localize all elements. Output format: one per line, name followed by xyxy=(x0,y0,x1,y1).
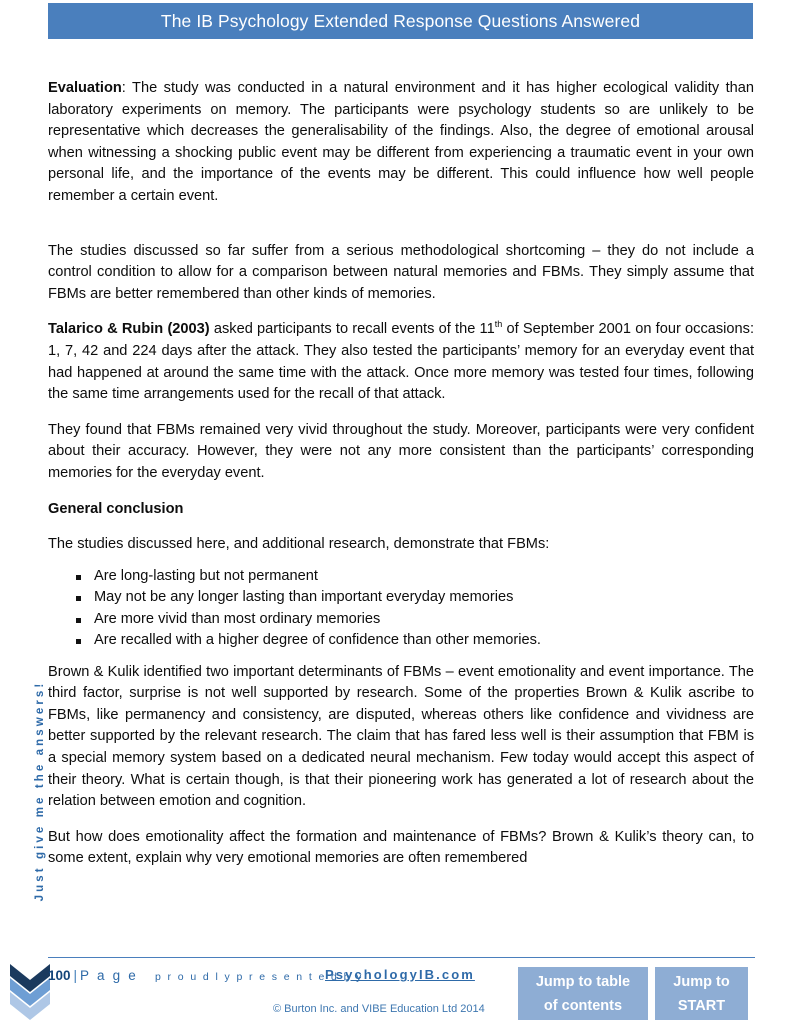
heading-general-conclusion: General conclusion xyxy=(48,500,184,517)
spacer xyxy=(48,208,754,241)
paragraph-talarico xyxy=(48,319,754,405)
start-button-line2: START xyxy=(677,997,726,1014)
talarico-text-b: of September 2001 on four occasions: 1, 7, 42 and 224 days after the attack. They also tested the participants’ memory for an everyday event that had happened at around the same time with the attack. Once more memory was tested four times, following the same time arrangements used for the recall of that attack. xyxy=(48,321,754,403)
toc-button-line2: of contents xyxy=(543,997,623,1014)
ordinal-superscript: th xyxy=(494,319,503,330)
list-item: Are more vivid than most ordinary memories xyxy=(48,609,754,631)
footer-copyright: © Burton Inc. and VIBE Education Ltd 2014 xyxy=(273,1003,485,1015)
conclusion-bullet-list xyxy=(48,566,754,652)
footer-credit-text: p r o u d l y p r e s e n t e d b y xyxy=(155,971,364,983)
paragraph-emotionality: But how does emotionality affect the formation and maintenance of FBMs? Brown & Kulik’s theory can, to some extent, explain why very emotional memories are often remembered xyxy=(48,828,754,867)
toc-button-line1: Jump to table xyxy=(535,973,631,990)
spacer xyxy=(48,520,754,534)
paragraph-findings: They found that FBMs remained very vivid throughout the study. Moreover, participants were very confident about their accuracy. However, they were not any more consistent than the participants’ corresponding memories for the everyday event. xyxy=(48,421,754,481)
paragraph-evaluation xyxy=(48,78,754,208)
spacer xyxy=(48,305,754,319)
page-number-value: 100 xyxy=(48,968,71,983)
paragraph-brown-kulik: Brown & Kulik identified two important determinants of FBMs – event emotionality and event importance. The third factor, surprise is not well supported by research. Some of the properties Brown & Kulik ascribe to FBMs, like permanency and consistency, are disputed, whereas others like confidence and vividness are better supported by the relevant research. The claim that has fared less well is their assumption that FBM is a special memory system based on a dedicated neural mechanism. Few today would accept this aspect of their theory. What is certain though, is that their pioneering work has generated a lot of research about the relation between emotion and cognition. xyxy=(48,663,754,810)
jump-to-start-button[interactable] xyxy=(655,967,748,1020)
spacer xyxy=(48,556,754,566)
evaluation-text: : The study was conducted in a natural environment and it has higher ecological validity than laboratory experiments on memory. The participants were psychology students so are unlikely to be representative which decreases the generalisability of the findings. Also, the degree of emotional arousal when witnessing a shocking public event may be different from experiencing a traumatic event in your own personal life, and the importance of the events may be different. This could influence how well people remember a certain event. xyxy=(48,80,754,204)
footer-page-number xyxy=(48,968,138,983)
talarico-citation: Talarico & Rubin (2003) xyxy=(48,321,210,338)
spacer xyxy=(48,813,754,827)
psychologyib-link[interactable]: PsychologyIB.com xyxy=(325,967,475,982)
spacer xyxy=(48,485,754,499)
paragraph-demonstrate: The studies discussed here, and additional research, demonstrate that FBMs: xyxy=(48,536,550,553)
spacer xyxy=(48,652,754,662)
document-body xyxy=(48,78,754,870)
spacer xyxy=(48,406,754,420)
list-item: May not be any longer lasting than important everyday memories xyxy=(48,587,754,609)
paragraph-shortcoming: The studies discussed so far suffer from a serious methodological shortcoming – they do not include a control condition to allow for a comparison between natural memories and FBMs. They simply assume that FBMs are better remembered than other kinds of memories. xyxy=(48,242,754,302)
talarico-text-a: asked participants to recall events of the 11 xyxy=(209,321,495,338)
list-item: Are recalled with a higher degree of confidence than other memories. xyxy=(48,630,754,652)
list-item: Are long-lasting but not permanent xyxy=(48,566,754,588)
header-banner xyxy=(48,3,753,39)
chevron-logo-icon xyxy=(8,962,52,1020)
evaluation-label: Evaluation xyxy=(48,80,122,96)
footer-divider xyxy=(48,957,755,958)
page-title: The IB Psychology Extended Response Questions Answered xyxy=(160,10,641,31)
page-label: P a g e xyxy=(80,968,138,983)
side-tagline: Just give me the answers! xyxy=(34,680,46,902)
jump-to-table-of-contents-button[interactable] xyxy=(518,967,648,1020)
start-button-line1: Jump to xyxy=(673,973,730,990)
page-number-separator: | xyxy=(73,968,78,983)
